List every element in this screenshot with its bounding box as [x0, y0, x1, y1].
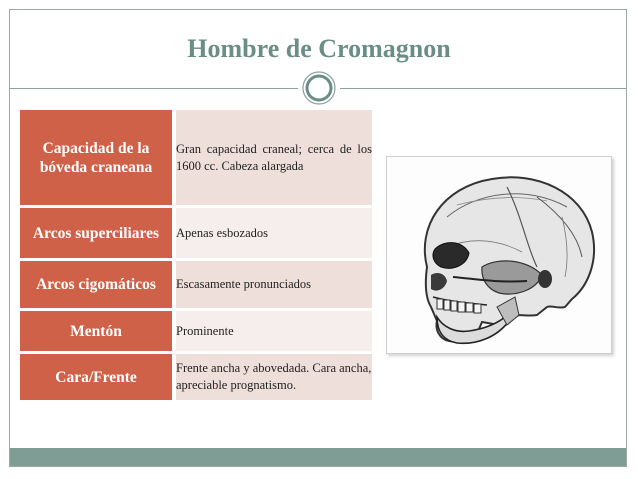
title-rule-right: [340, 88, 626, 89]
title-rule-left: [10, 88, 298, 89]
trait-label: Capacidad de la bóveda craneana: [20, 110, 174, 207]
skull-image: [386, 156, 612, 354]
table-row: [20, 207, 372, 260]
trait-value: Frente ancha y abovedada. Cara ancha, apreciable prognatismo.: [174, 353, 372, 401]
trait-value: Apenas esbozados: [174, 207, 372, 260]
traits-table: [20, 110, 372, 400]
trait-value: Gran capacidad craneal; cerca de los 1600 cc. Cabeza alargada: [174, 110, 372, 207]
trait-label: Arcos cigomáticos: [20, 260, 174, 310]
skull-illustration-icon: [387, 157, 611, 353]
table-row: [20, 310, 372, 353]
slide-title: Hombre de Cromagnon: [187, 34, 451, 63]
circle-ornament-icon: [298, 70, 340, 106]
trait-label: Cara/Frente: [20, 353, 174, 401]
table-row: [20, 110, 372, 207]
trait-label: Mentón: [20, 310, 174, 353]
trait-value: Escasamente pronunciados: [174, 260, 372, 310]
trait-label: Arcos superciliares: [20, 207, 174, 260]
table-row: [20, 260, 372, 310]
bottom-band: [10, 448, 626, 466]
trait-value: Prominente: [174, 310, 372, 353]
table-row: [20, 353, 372, 401]
